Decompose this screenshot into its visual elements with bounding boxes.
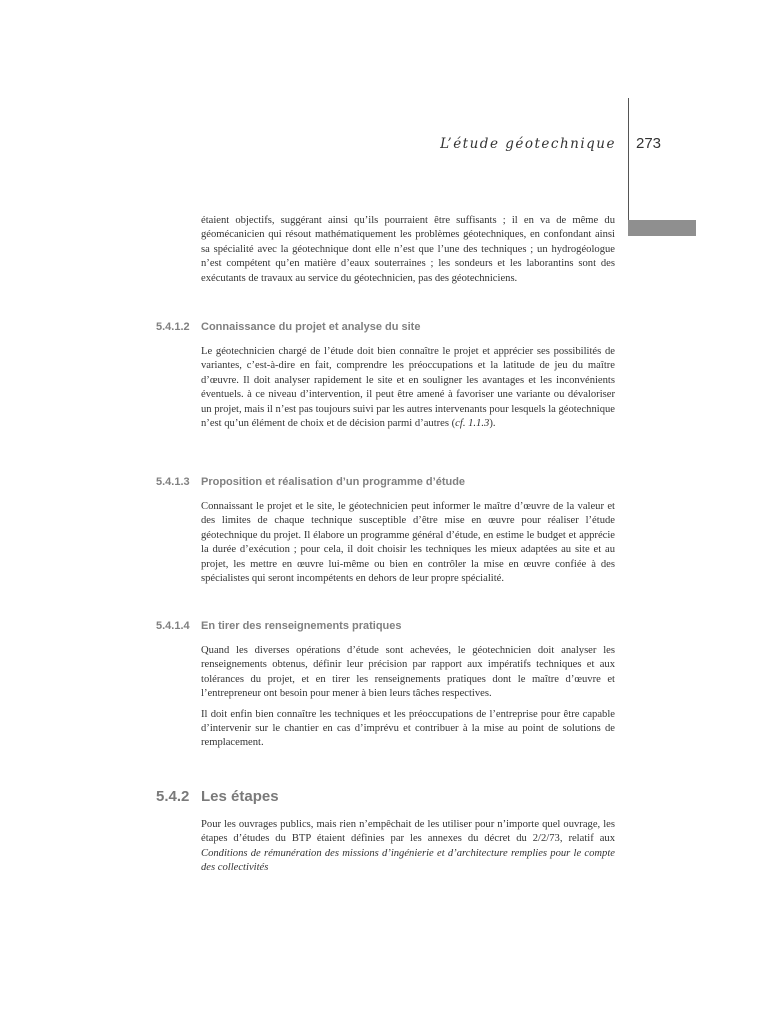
section-5414-text — [201, 644, 615, 751]
section-5414-paragraph-2: Il doit enfin bien connaître les techniques et les préoccupations de l’entreprise pour être capable d’intervenir sur le chantier en cas d’imprévu et contribuer à la mise au point de solutions de remplacement. — [201, 708, 615, 749]
cross-reference: cf. 1.1.3 — [455, 418, 490, 430]
section-5412-paragraph: Le géotechnicien chargé de l’étude doit bien connaître le projet et apprécier ses possibilités de variantes, c’est-à-dire en fait, comprendre les préoccupations et la latitude de jeu du maître d’œuvre. Il doit analyser rapidement le site et en souligner les avantages et les inconvénients éventuels. à ce niveau d’intervention, il peut être amené à favoriser une variante ou dévaloriser un projet, mais il n’est pas toujours suivi par les autres intervenants pour lesquels la géotechnique n’est qu’un élément de choix et de décision parmi d’autres (cf. 1.1.3). — [201, 346, 615, 430]
section-5413-text — [201, 500, 615, 586]
section-number: 5.4.2 — [156, 788, 190, 805]
italic-citation: Conditions de rémunération des missions d’ingénierie et d’architecture remplies pour le compte des collectivités — [201, 847, 615, 874]
section-542-paragraph: Pour les ouvrages publics, mais rien n’empêchait de les utiliser pour n’importe quel ouvrage, les étapes d’études du BTP étaient définies par les annexes du décret du 2/2/73, relatif aux Conditions de rémunération des missions d’ingénierie et d’architecture remplies pour le compte des collectivités — [201, 819, 615, 874]
section-number: 5.4.1.3 — [156, 476, 190, 488]
chapter-thumb-tab — [628, 220, 696, 236]
section-5413-paragraph: Connaissant le projet et le site, le géotechnicien peut informer le maître d’œuvre de la valeur et des limites de chaque technique susceptible d’être mise en œuvre pour réaliser l’étude géotechnique du projet. Il élabore un programme général d’étude, en estime le budget et apprécie la durée d’exécution ; pour cela, il doit choisir les techniques les mieux adaptées au site et au projet, les mettre en œuvre lui-même ou bien en contrôler la mise en œuvre confiée à des spécialistes qui seront incompétents en dehors de leur propre spécialité. — [201, 501, 615, 585]
section-title: Connaissance du projet et analyse du site — [201, 321, 421, 333]
section-heading-5413 — [156, 476, 465, 488]
section-number: 5.4.1.2 — [156, 321, 190, 333]
section-5414-paragraph-1: Quand les diverses opérations d’étude sont achevées, le géotechnicien doit analyser les renseignements obtenus, définir leur précision par rapport aux impératifs techniques et aux tolérances du projet, et en tirer les renseignements pratiques dont le maître d’œuvre et l’entrepreneur ont besoin pour mener à bien leurs tâches respectives. — [201, 645, 615, 700]
page-number: 273 — [636, 135, 662, 152]
running-head-title: L’étude géotechnique — [440, 136, 616, 152]
intro-text — [201, 214, 615, 286]
header-vertical-rule — [628, 98, 629, 220]
section-542-text — [201, 818, 615, 876]
section-title: Les étapes — [201, 788, 279, 805]
section-heading-5414 — [156, 620, 402, 632]
section-number: 5.4.1.4 — [156, 620, 190, 632]
section-title: Proposition et réalisation d’un programme d’étude — [201, 476, 466, 488]
section-heading-5412 — [156, 321, 420, 333]
section-5412-text — [201, 345, 615, 431]
section-title: En tirer des renseignements pratiques — [201, 620, 402, 632]
intro-paragraph: étaient objectifs, suggérant ainsi qu’ils pourraient être suffisants ; il en va de même du géomécanicien qui résout mathématiquement les problèmes géotechniques, en confondant ainsi sa spécialité avec la géotechnique dont elle n’est que l’une des techniques ; un hydrogéologue n’est compétent qu’en matière d’eaux souterraines ; les sondeurs et les laborantins sont des exécutants de travaux au service du géotechnicien, pas des géotechniciens. — [201, 215, 615, 284]
section-heading-542 — [156, 788, 279, 805]
